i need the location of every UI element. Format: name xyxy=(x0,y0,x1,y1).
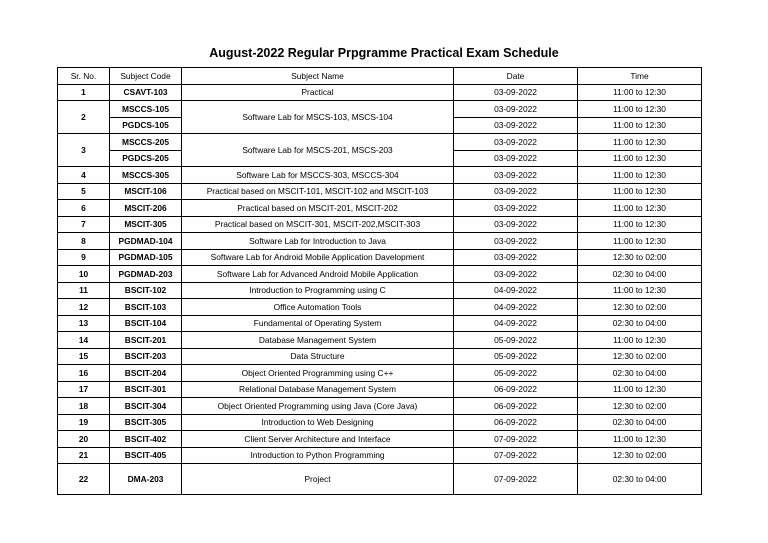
subject-code-cell: PGDMAD-104 xyxy=(110,233,182,250)
table-row xyxy=(58,233,702,250)
exam-schedule-table xyxy=(57,67,702,495)
table-row xyxy=(58,414,702,431)
table-row xyxy=(58,332,702,349)
date-cell: 06-09-2022 xyxy=(454,398,578,415)
subject-name-cell: Software Lab for Android Mobile Application Davelopment xyxy=(182,249,454,266)
subject-name-cell: Fundamental of Operating System xyxy=(182,315,454,332)
date-cell: 03-09-2022 xyxy=(454,84,578,101)
date-cell: 03-09-2022 xyxy=(454,101,578,118)
sr-no-cell: 16 xyxy=(58,365,110,382)
subject-code-cell: BSCIT-405 xyxy=(110,447,182,464)
time-cell: 12:30 to 02:00 xyxy=(578,398,702,415)
time-cell: 12:30 to 02:00 xyxy=(578,249,702,266)
header-subject-code: Subject Code xyxy=(110,68,182,85)
subject-name-cell: Software Lab for MSCS-103, MSCS-104 xyxy=(182,101,454,134)
subject-code-cell: CSAVT-103 xyxy=(110,84,182,101)
subject-code-cell: BSCIT-402 xyxy=(110,431,182,448)
time-cell: 12:30 to 02:00 xyxy=(578,299,702,316)
date-cell: 05-09-2022 xyxy=(454,365,578,382)
date-cell: 06-09-2022 xyxy=(454,414,578,431)
sr-no-cell: 10 xyxy=(58,266,110,283)
time-cell: 11:00 to 12:30 xyxy=(578,282,702,299)
time-cell: 12:30 to 02:00 xyxy=(578,348,702,365)
time-cell: 11:00 to 12:30 xyxy=(578,150,702,167)
table-row xyxy=(58,299,702,316)
time-cell: 02:30 to 04:00 xyxy=(578,315,702,332)
table-row xyxy=(58,101,702,118)
time-cell: 02:30 to 04:00 xyxy=(578,266,702,283)
sr-no-cell: 12 xyxy=(58,299,110,316)
subject-name-cell: Relational Database Management System xyxy=(182,381,454,398)
time-cell: 11:00 to 12:30 xyxy=(578,134,702,151)
header-time: Time xyxy=(578,68,702,85)
time-cell: 12:30 to 02:00 xyxy=(578,447,702,464)
subject-name-cell: Practical xyxy=(182,84,454,101)
subject-name-cell: Practical based on MSCIT-101, MSCIT-102 and MSCIT-103 xyxy=(182,183,454,200)
table-row xyxy=(58,249,702,266)
date-cell: 04-09-2022 xyxy=(454,299,578,316)
subject-name-cell: Introduction to Web Designing xyxy=(182,414,454,431)
subject-name-cell: Office Automation Tools xyxy=(182,299,454,316)
time-cell: 02:30 to 04:00 xyxy=(578,414,702,431)
subject-code-cell: MSCIT-206 xyxy=(110,200,182,217)
sr-no-cell: 19 xyxy=(58,414,110,431)
sr-no-cell: 15 xyxy=(58,348,110,365)
subject-name-cell: Software Lab for Advanced Android Mobile Application xyxy=(182,266,454,283)
subject-code-cell: BSCIT-301 xyxy=(110,381,182,398)
table-row xyxy=(58,84,702,101)
sr-no-cell: 7 xyxy=(58,216,110,233)
date-cell: 04-09-2022 xyxy=(454,315,578,332)
time-cell: 11:00 to 12:30 xyxy=(578,84,702,101)
time-cell: 02:30 to 04:00 xyxy=(578,365,702,382)
time-cell: 11:00 to 12:30 xyxy=(578,101,702,118)
subject-code-cell: BSCIT-104 xyxy=(110,315,182,332)
subject-code-cell: MSCIT-106 xyxy=(110,183,182,200)
sr-no-cell: 4 xyxy=(58,167,110,184)
sr-no-cell: 13 xyxy=(58,315,110,332)
header-sr-no: Sr. No. xyxy=(58,68,110,85)
sr-no-cell: 11 xyxy=(58,282,110,299)
table-row xyxy=(58,167,702,184)
table-row xyxy=(58,266,702,283)
sr-no-cell: 3 xyxy=(58,134,110,167)
schedule-body xyxy=(58,84,702,495)
subject-code-cell: BSCIT-102 xyxy=(110,282,182,299)
date-cell: 03-09-2022 xyxy=(454,134,578,151)
date-cell: 03-09-2022 xyxy=(454,233,578,250)
subject-name-cell: Project xyxy=(182,464,454,495)
sr-no-cell: 5 xyxy=(58,183,110,200)
table-row xyxy=(58,183,702,200)
subject-name-cell: Database Management System xyxy=(182,332,454,349)
table-row xyxy=(58,381,702,398)
subject-name-cell: Object Oriented Programming using C++ xyxy=(182,365,454,382)
subject-name-cell: Software Lab for MSCCS-303, MSCCS-304 xyxy=(182,167,454,184)
date-cell: 07-09-2022 xyxy=(454,431,578,448)
subject-name-cell: Practical based on MSCIT-201, MSCIT-202 xyxy=(182,200,454,217)
subject-code-cell: BSCIT-103 xyxy=(110,299,182,316)
table-row xyxy=(58,398,702,415)
table-row xyxy=(58,365,702,382)
subject-code-cell: PGDMAD-105 xyxy=(110,249,182,266)
sr-no-cell: 1 xyxy=(58,84,110,101)
subject-name-cell: Object Oriented Programming using Java (Core Java) xyxy=(182,398,454,415)
page-title: August-2022 Regular Prpgramme Practical Exam Schedule xyxy=(209,46,559,60)
subject-code-cell: BSCIT-305 xyxy=(110,414,182,431)
table-row xyxy=(58,282,702,299)
table-row xyxy=(58,464,702,495)
table-row xyxy=(58,431,702,448)
subject-name-cell: Client Server Architecture and Interface xyxy=(182,431,454,448)
table-row xyxy=(58,134,702,151)
subject-code-cell: BSCIT-201 xyxy=(110,332,182,349)
subject-name-cell: Software Lab for MSCS-201, MSCS-203 xyxy=(182,134,454,167)
sr-no-cell: 17 xyxy=(58,381,110,398)
time-cell: 11:00 to 12:30 xyxy=(578,332,702,349)
header-subject-name: Subject Name xyxy=(182,68,454,85)
date-cell: 05-09-2022 xyxy=(454,332,578,349)
subject-code-cell: PGDCS-205 xyxy=(110,150,182,167)
date-cell: 03-09-2022 xyxy=(454,167,578,184)
time-cell: 11:00 to 12:30 xyxy=(578,117,702,134)
subject-name-cell: Introduction to Python Programming xyxy=(182,447,454,464)
table-row xyxy=(58,348,702,365)
subject-code-cell: MSCCS-305 xyxy=(110,167,182,184)
time-cell: 11:00 to 12:30 xyxy=(578,216,702,233)
subject-code-cell: DMA-203 xyxy=(110,464,182,495)
subject-code-cell: MSCCS-205 xyxy=(110,134,182,151)
subject-name-cell: Data Structure xyxy=(182,348,454,365)
date-cell: 03-09-2022 xyxy=(454,117,578,134)
table-row xyxy=(58,216,702,233)
time-cell: 11:00 to 12:30 xyxy=(578,233,702,250)
subject-code-cell: MSCIT-305 xyxy=(110,216,182,233)
sr-no-cell: 6 xyxy=(58,200,110,217)
sr-no-cell: 21 xyxy=(58,447,110,464)
table-row xyxy=(58,200,702,217)
date-cell: 07-09-2022 xyxy=(454,447,578,464)
subject-code-cell: PGDCS-105 xyxy=(110,117,182,134)
date-cell: 06-09-2022 xyxy=(454,381,578,398)
sr-no-cell: 9 xyxy=(58,249,110,266)
subject-code-cell: MSCCS-105 xyxy=(110,101,182,118)
time-cell: 02:30 to 04:00 xyxy=(578,464,702,495)
date-cell: 07-09-2022 xyxy=(454,464,578,495)
date-cell: 03-09-2022 xyxy=(454,216,578,233)
time-cell: 11:00 to 12:30 xyxy=(578,200,702,217)
subject-code-cell: PGDMAD-203 xyxy=(110,266,182,283)
date-cell: 04-09-2022 xyxy=(454,282,578,299)
date-cell: 05-09-2022 xyxy=(454,348,578,365)
date-cell: 03-09-2022 xyxy=(454,183,578,200)
header-row xyxy=(58,68,702,85)
sr-no-cell: 18 xyxy=(58,398,110,415)
time-cell: 11:00 to 12:30 xyxy=(578,381,702,398)
subject-name-cell: Introduction to Programming using C xyxy=(182,282,454,299)
subject-name-cell: Software Lab for Introduction to Java xyxy=(182,233,454,250)
sr-no-cell: 8 xyxy=(58,233,110,250)
sr-no-cell: 14 xyxy=(58,332,110,349)
date-cell: 03-09-2022 xyxy=(454,266,578,283)
time-cell: 11:00 to 12:30 xyxy=(578,431,702,448)
time-cell: 11:00 to 12:30 xyxy=(578,167,702,184)
table-row xyxy=(58,447,702,464)
date-cell: 03-09-2022 xyxy=(454,200,578,217)
sr-no-cell: 20 xyxy=(58,431,110,448)
sr-no-cell: 22 xyxy=(58,464,110,495)
date-cell: 03-09-2022 xyxy=(454,249,578,266)
date-cell: 03-09-2022 xyxy=(454,150,578,167)
subject-name-cell: Practical based on MSCIT-301, MSCIT-202,MSCIT-303 xyxy=(182,216,454,233)
subject-code-cell: BSCIT-203 xyxy=(110,348,182,365)
subject-code-cell: BSCIT-304 xyxy=(110,398,182,415)
time-cell: 11:00 to 12:30 xyxy=(578,183,702,200)
subject-code-cell: BSCIT-204 xyxy=(110,365,182,382)
header-date: Date xyxy=(454,68,578,85)
table-row xyxy=(58,315,702,332)
sr-no-cell: 2 xyxy=(58,101,110,134)
